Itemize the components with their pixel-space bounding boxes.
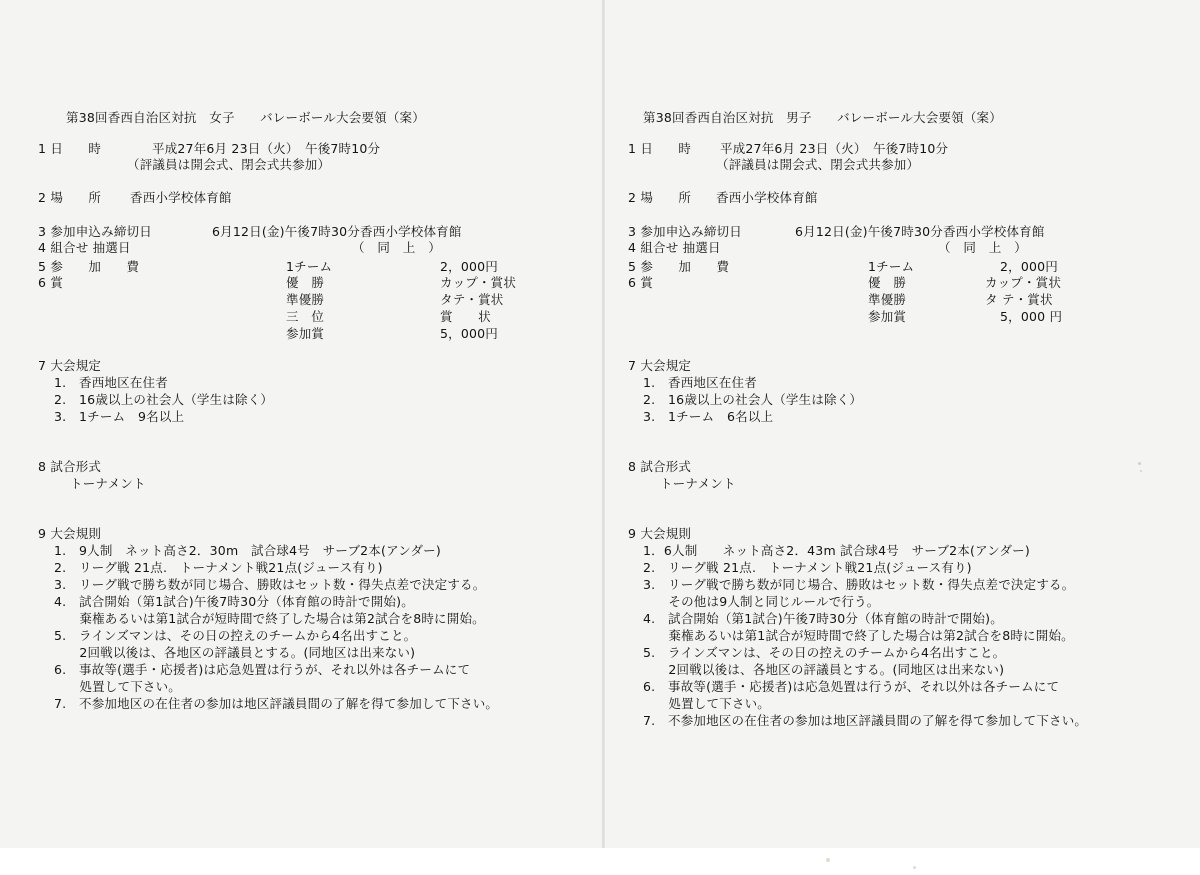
men-rule-line: 2. リーグ戦 21点. トーナメント戦21点(ジュース有り): [643, 560, 972, 575]
men-eligibility-item: 1. 香西地区在住者: [643, 375, 757, 390]
men-fee-item: 1チーム: [868, 259, 915, 274]
women-eligibility-item: 2. 16歳以上の社会人（学生は除く）: [54, 392, 274, 407]
men-date-label: 1 日 時: [628, 141, 692, 156]
women-rule-line: 2回戦以後は、各地区の評議員とする。(同地区は出来ない): [54, 645, 416, 660]
women-date-value: 平成27年6月 23日（火） 午後7時10分: [152, 141, 381, 156]
men-rule-line: 2回戦以後は、各地区の評議員とする。(同地区は出来ない): [643, 662, 1005, 677]
women-venue-value: 香西小学校体育館: [130, 190, 232, 205]
scan-speck: [1138, 462, 1141, 465]
scan-speck: [1140, 470, 1142, 472]
men-date-value: 平成27年6月 23日（火） 午後7時10分: [720, 141, 949, 156]
women-deadline-value: 6月12日(金)午後7時30分香西小学校体育館: [212, 224, 462, 239]
women-rule-line: 1. 9人制 ネット高さ2．30m 試合球4号 サーブ2本(アンダー): [54, 543, 441, 558]
men-rule-line: その他は9人制と同じルールで行う。: [643, 594, 880, 609]
women-eligibility-label: 7 大会規定: [38, 358, 102, 373]
men-date-note: （評議員は開会式、閉会式共参加）: [716, 157, 920, 172]
men-rule-line: 1．6人制 ネット高さ2．43m 試合球4号 サーブ2本(アンダー): [643, 543, 1030, 558]
men-deadline-value: 6月12日(金)午後7時30分香西小学校体育館: [795, 224, 1045, 239]
men-rule-line: 7. 不参加地区の在住者の参加は地区評議員間の了解を得て参加して下さい。: [643, 713, 1088, 728]
women-venue-label: 2 場 所: [38, 190, 102, 205]
men-title: 第38回香西自治区対抗 男子 バレーボール大会要領（案）: [643, 110, 1002, 125]
men-prize-award: 5，000 円: [1000, 309, 1063, 324]
men-prize-label: 6 賞: [628, 275, 654, 290]
men-venue-value: 香西小学校体育館: [716, 190, 818, 205]
men-prize-award: タ テ・賞状: [985, 292, 1053, 307]
men-rule-line: 処置して下さい。: [643, 696, 771, 711]
women-fee-label: 5 参 加 費: [38, 259, 140, 274]
men-rule-line: 5. ラインズマンは、その日の控えのチームから4名出すこと。: [643, 645, 1006, 660]
women-date-label: 1 日 時: [38, 141, 102, 156]
men-fee-label: 5 参 加 費: [628, 259, 730, 274]
women-rule-line: 処置して下さい。: [54, 679, 182, 694]
men-rule-line: 4. 試合開始（第1試合)午後7時30分（体育館の時計で開始)。: [643, 611, 1003, 626]
women-format-label: 8 試合形式: [38, 459, 102, 474]
women-rule-line: 6. 事故等(選手・応援者)は応急処置は行うが、それ以外は各チームにて: [54, 662, 471, 677]
men-prize-rank: 参加賞: [868, 309, 907, 324]
men-prize-award: カップ・賞状: [985, 275, 1062, 290]
women-rule-line: 4. 試合開始（第1試合)午後7時30分（体育館の時計で開始)。: [54, 594, 414, 609]
women-rule-line: 2. リーグ戦 21点. トーナメント戦21点(ジュース有り): [54, 560, 383, 575]
men-eligibility-label: 7 大会規定: [628, 358, 692, 373]
scan-speck: [913, 866, 916, 869]
women-draw-value: （ 同 上 ）: [352, 240, 441, 255]
men-venue-label: 2 場 所: [628, 190, 692, 205]
women-eligibility-item: 3. 1チーム 9名以上: [54, 409, 185, 424]
men-deadline-label: 3 参加申込み締切日: [628, 224, 742, 239]
women-rule-line: 棄権あるいは第1試合が短時間で終了した場合は第2試合を8時に開始。: [54, 611, 485, 626]
women-prize-award: 5，000円: [440, 326, 499, 341]
women-rules-label: 9 大会規則: [38, 526, 102, 541]
women-fee-item: 1チーム: [286, 259, 333, 274]
women-prize-rank: 優 勝: [286, 275, 325, 290]
men-rule-line: 6. 事故等(選手・応援者)は応急処置は行うが、それ以外は各チームにて: [643, 679, 1060, 694]
women-prize-award: カップ・賞状: [440, 275, 517, 290]
page-fold: [602, 0, 605, 848]
women-rule-line: 3. リーグ戦で勝ち数が同じ場合、勝敗はセット数・得失点差で決定する。: [54, 577, 486, 592]
women-title: 第38回香西自治区対抗 女子 バレーボール大会要領（案）: [66, 110, 425, 125]
women-prize-rank: 準優勝: [286, 292, 325, 307]
men-eligibility-item: 3. 1チーム 6名以上: [643, 409, 774, 424]
women-prize-award: 賞 状: [440, 309, 491, 324]
men-rules-label: 9 大会規則: [628, 526, 692, 541]
women-prize-rank: 参加賞: [286, 326, 325, 341]
women-prize-rank: 三 位: [286, 309, 325, 324]
women-prize-award: タテ・賞状: [440, 292, 504, 307]
women-date-note: （評議員は開会式、閉会式共参加）: [127, 157, 331, 172]
women-prize-label: 6 賞: [38, 275, 64, 290]
women-rule-line: 7. 不参加地区の在住者の参加は地区評議員間の了解を得て参加して下さい。: [54, 696, 499, 711]
men-prize-rank: 優 勝: [868, 275, 907, 290]
men-prize-rank: 準優勝: [868, 292, 907, 307]
men-fee-amount: 2，000円: [1000, 259, 1059, 274]
men-rule-line: 3. リーグ戦で勝ち数が同じ場合、勝敗はセット数・得失点差で決定する。: [643, 577, 1075, 592]
women-draw-label: 4 組合せ 抽選日: [38, 240, 131, 255]
men-format-value: トーナメント: [660, 476, 736, 491]
women-fee-amount: 2，000円: [440, 259, 499, 274]
men-format-label: 8 試合形式: [628, 459, 692, 474]
men-eligibility-item: 2. 16歳以上の社会人（学生は除く）: [643, 392, 863, 407]
scan-speck: [826, 858, 830, 862]
women-eligibility-item: 1. 香西地区在住者: [54, 375, 168, 390]
men-draw-label: 4 組合せ 抽選日: [628, 240, 721, 255]
men-rule-line: 棄権あるいは第1試合が短時間で終了した場合は第2試合を8時に開始。: [643, 628, 1074, 643]
women-format-value: トーナメント: [70, 476, 146, 491]
women-deadline-label: 3 参加申込み締切日: [38, 224, 152, 239]
women-rule-line: 5. ラインズマンは、その日の控えのチームから4名出すこと。: [54, 628, 417, 643]
men-draw-value: （ 同 上 ）: [938, 240, 1027, 255]
